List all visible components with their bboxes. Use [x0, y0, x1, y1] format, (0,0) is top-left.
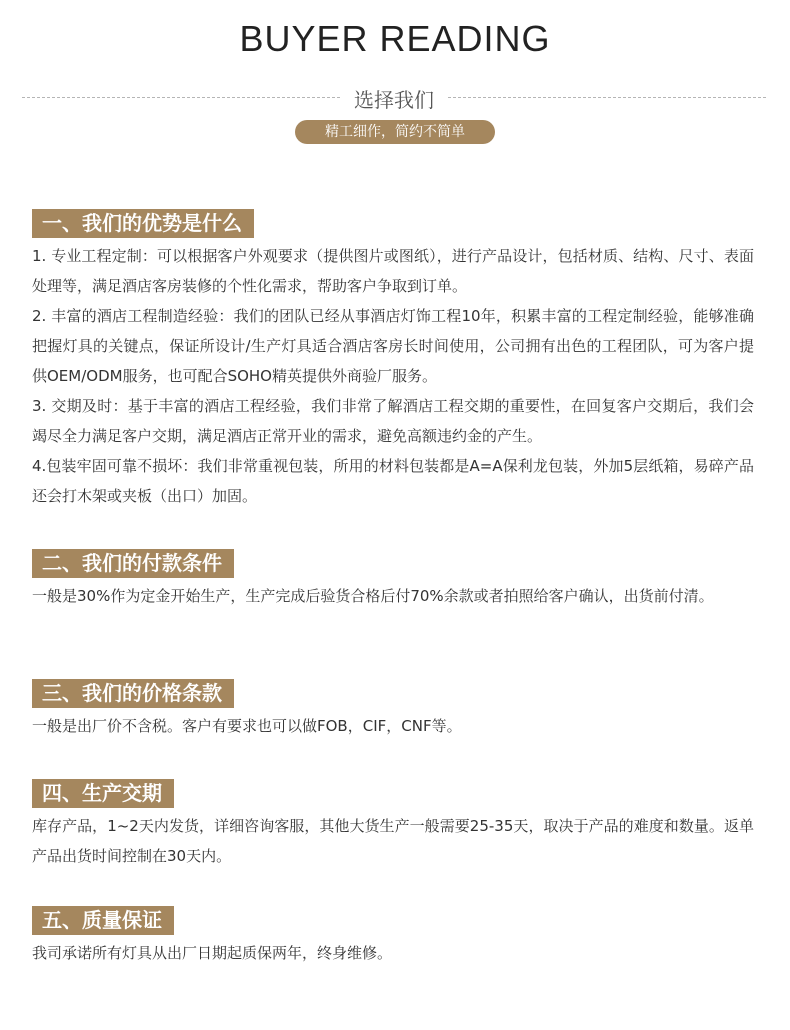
section-heading: 一、我们的优势是什么 [32, 209, 254, 238]
subtitle: 选择我们 [354, 88, 434, 112]
tagline-badge: 精工细作，简约不简单 [295, 120, 495, 144]
section-payment-terms [32, 549, 754, 611]
section-heading: 四、生产交期 [32, 779, 174, 808]
section-paragraph: 一般是出厂价不含税。客户有要求也可以做FOB，CIF，CNF等。 [32, 717, 462, 735]
section-lead-time [32, 779, 754, 871]
divider-right [448, 97, 766, 98]
page-title: BUYER READING [239, 18, 551, 59]
section-price-terms [32, 679, 754, 741]
section-advantages [32, 209, 754, 511]
section-heading: 三、我们的价格条款 [32, 679, 234, 708]
section-paragraph: 一般是30%作为定金开始生产，生产完成后验货合格后付70%余款或者拍照给客户确认，出货前付清。 [32, 587, 714, 605]
section-heading: 五、质量保证 [32, 906, 174, 935]
section-paragraph: 4.包装牢固可靠不损坏：我们非常重视包装，所用的材料包装都是A=A保利龙包装，外加5层纸箱，易碎产品还会打木架或夹板（出口）加固。 [32, 457, 754, 505]
section-heading: 二、我们的付款条件 [32, 549, 234, 578]
section-paragraph: 我司承诺所有灯具从出厂日期起质保两年，终身维修。 [32, 944, 393, 962]
section-paragraph: 库存产品，1~2天内发货，详细咨询客服，其他大货生产一般需要25-35天，取决于产品的难度和数量。返单产品出货时间控制在30天内。 [32, 817, 754, 865]
section-paragraph: 1. 专业工程定制：可以根据客户外观要求（提供图片或图纸），进行产品设计，包括材质、结构、尺寸、表面处理等，满足酒店客房装修的个性化需求，帮助客户争取到订单。 [32, 247, 754, 295]
section-paragraph: 2. 丰富的酒店工程制造经验：我们的团队已经从事酒店灯饰工程10年，积累丰富的工程定制经验，能够准确把握灯具的关键点，保证所设计/生产灯具适合酒店客房长时间使用，公司拥有出色的工程团队，可为客户提供OEM/ODM服务，也可配合SOHO精英提供外商验厂服务。 [32, 307, 754, 385]
section-quality-guarantee [32, 906, 754, 968]
section-paragraph: 3. 交期及时：基于丰富的酒店工程经验，我们非常了解酒店工程交期的重要性，在回复客户交期后，我们会竭尽全力满足客户交期，满足酒店正常开业的需求，避免高额违约金的产生。 [32, 397, 754, 445]
subtitle-row [22, 84, 766, 112]
